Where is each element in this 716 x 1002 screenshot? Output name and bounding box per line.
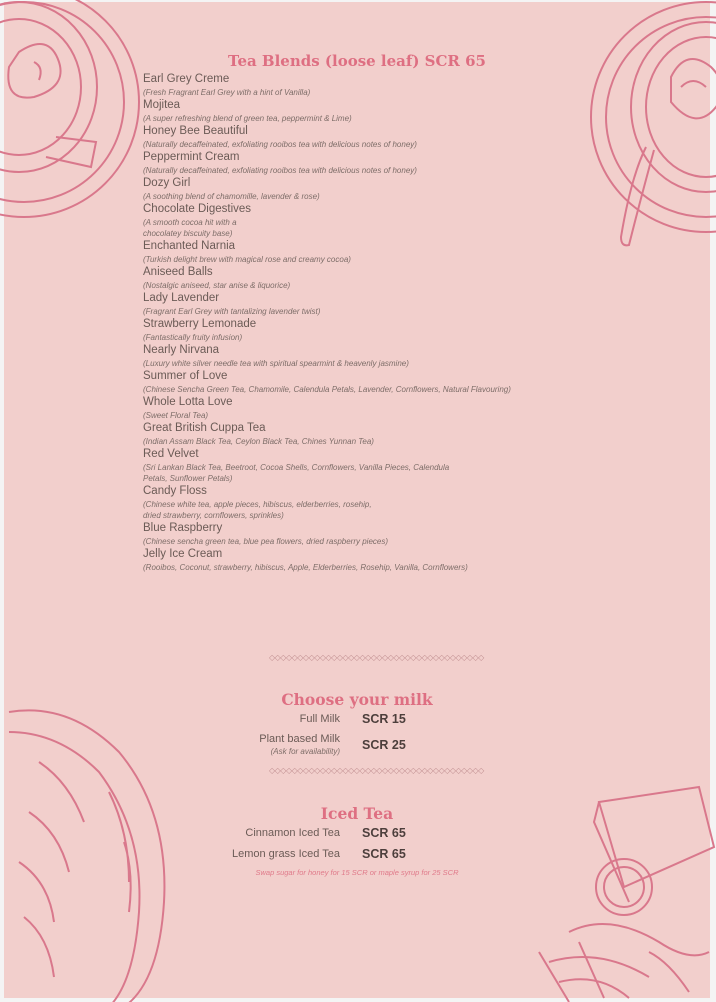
tea-item-description: (Chinese white tea, apple pieces, hibiscus, elderberries, rosehip, [143, 500, 372, 509]
tea-item-description: Petals, Sunflower Petals) [143, 474, 233, 483]
tea-item [143, 343, 683, 369]
iced-item-price: SCR 65 [362, 847, 406, 861]
tea-item-description: (Indian Assam Black Tea, Ceylon Black Tea, Chines Yunnan Tea) [143, 437, 374, 446]
milk-item-price: SCR 25 [362, 738, 406, 752]
tea-item-description: (Fantastically fruity infusion) [143, 333, 243, 342]
section-divider: ◇◇◇◇◇◇◇◇◇◇◇◇◇◇◇◇◇◇◇◇◇◇◇◇◇◇◇◇◇◇◇◇◇◇◇◇◇◇ [269, 653, 484, 662]
milk-item-name: Full Milk [299, 713, 340, 725]
tea-item-name: Earl Grey Creme [143, 73, 230, 85]
tea-item-description: (Naturally decaffeinated, exfoliating rooibos tea with delicious notes of honey) [143, 140, 417, 149]
tea-item [143, 395, 683, 421]
tea-item-name: Mojitea [143, 99, 181, 111]
tea-item-name: Lady Lavender [143, 292, 220, 304]
iced-item-price: SCR 65 [362, 826, 406, 840]
tea-item-name: Aniseed Balls [143, 266, 213, 278]
tea-item [143, 317, 683, 343]
tea-item-description: (Rooibos, Coconut, strawberry, hibiscus, Apple, Elderberries, Rosehip, Vanilla, Cornflowers) [143, 563, 468, 572]
milk-item-note: (Ask for availability) [270, 747, 340, 756]
tea-item-name: Chocolate Digestives [143, 203, 252, 215]
tea-item-name: Red Velvet [143, 448, 199, 460]
tea-item [143, 291, 683, 317]
tea-item [143, 239, 683, 265]
tea-item-name: Nearly Nirvana [143, 344, 220, 356]
tea-item-description: (Turkish delight brew with magical rose and creamy cocoa) [143, 255, 351, 264]
tea-item [143, 202, 683, 239]
tea-item-description: (Luxury white silver needle tea with spiritual spearmint & heavenly jasmine) [143, 359, 409, 368]
tea-item-description: (A super refreshing blend of green tea, peppermint & Lime) [143, 114, 352, 123]
tea-item-name: Enchanted Narnia [143, 240, 236, 252]
iced-item-name: Cinnamon Iced Tea [245, 827, 340, 839]
tea-item [143, 484, 683, 521]
tea-item [143, 521, 683, 547]
bread-loaf-illustration [0, 702, 174, 1002]
iced-tea-note: Swap sugar for honey for 15 SCR or maple syrup for 25 SCR [255, 868, 459, 877]
tea-item [143, 265, 683, 291]
tea-item [143, 421, 683, 447]
tea-item-name: Blue Raspberry [143, 522, 223, 534]
milk-item-price: SCR 15 [362, 712, 406, 726]
tea-item [143, 150, 683, 176]
tea-item-name: Jelly Ice Cream [143, 548, 223, 560]
coffee-cup-illustration [0, 0, 144, 237]
tea-item [143, 447, 683, 484]
tea-item-description: dried strawberry, cornflowers, sprinkles) [143, 511, 284, 520]
tea-item-description: (Naturally decaffeinated, exfoliating rooibos tea with delicious notes of honey) [143, 166, 417, 175]
tea-item [143, 98, 683, 124]
tea-item-name: Strawberry Lemonade [143, 318, 257, 330]
tea-item-description: (Sweet Floral Tea) [143, 411, 209, 420]
tea-item-description: (A smooth cocoa hit with a [143, 218, 237, 227]
iced-item-name: Lemon grass Iced Tea [231, 848, 340, 860]
tea-item-description: (Chinese Sencha Green Tea, Chamomile, Calendula Petals, Lavender, Cornflowers, Natural Flavouring) [143, 385, 511, 394]
tea-item-name: Summer of Love [143, 370, 228, 382]
tea-item-name: Honey Bee Beautiful [143, 125, 248, 137]
tea-item-name: Great British Cuppa Tea [143, 422, 266, 434]
tea-item-description: (Sri Lankan Black Tea, Beetroot, Cocoa Shells, Cornflowers, Vanilla Pieces, Calendula [143, 463, 450, 472]
tea-item [143, 547, 683, 573]
tea-item [143, 176, 683, 202]
tea-section-title: Tea Blends (loose leaf) SCR 65 [228, 52, 486, 70]
tea-item-name: Candy Floss [143, 485, 207, 497]
tea-item-description: (Fresh Fragrant Earl Grey with a hint of Vanilla) [143, 88, 311, 97]
tea-item-description: (Nostalgic aniseed, star anise & liquorice) [143, 281, 291, 290]
iced-section-title: Iced Tea [320, 804, 394, 823]
tea-item-name: Whole Lotta Love [143, 396, 233, 408]
milk-item-name: Plant based Milk [259, 733, 340, 745]
tea-item [143, 124, 683, 150]
tea-list [143, 72, 683, 573]
tea-item [143, 72, 683, 98]
tea-item [143, 369, 683, 395]
tea-item-name: Dozy Girl [143, 177, 191, 189]
tea-item-name: Peppermint Cream [143, 151, 240, 163]
tea-item-description: chocolatey biscuity base) [143, 229, 233, 238]
tea-item-description: (Fragrant Earl Grey with tantalizing lavender twist) [143, 307, 321, 316]
menu-page [4, 2, 710, 998]
tea-item-description: (Chinese sencha green tea, blue pea flowers, dried raspberry pieces) [143, 537, 389, 546]
section-divider: ◇◇◇◇◇◇◇◇◇◇◇◇◇◇◇◇◇◇◇◇◇◇◇◇◇◇◇◇◇◇◇◇◇◇◇◇◇◇ [269, 766, 484, 775]
tea-item-description: (A soothing blend of chamomille, lavender & rose) [143, 192, 320, 201]
milk-section-title: Choose your milk [281, 690, 433, 709]
